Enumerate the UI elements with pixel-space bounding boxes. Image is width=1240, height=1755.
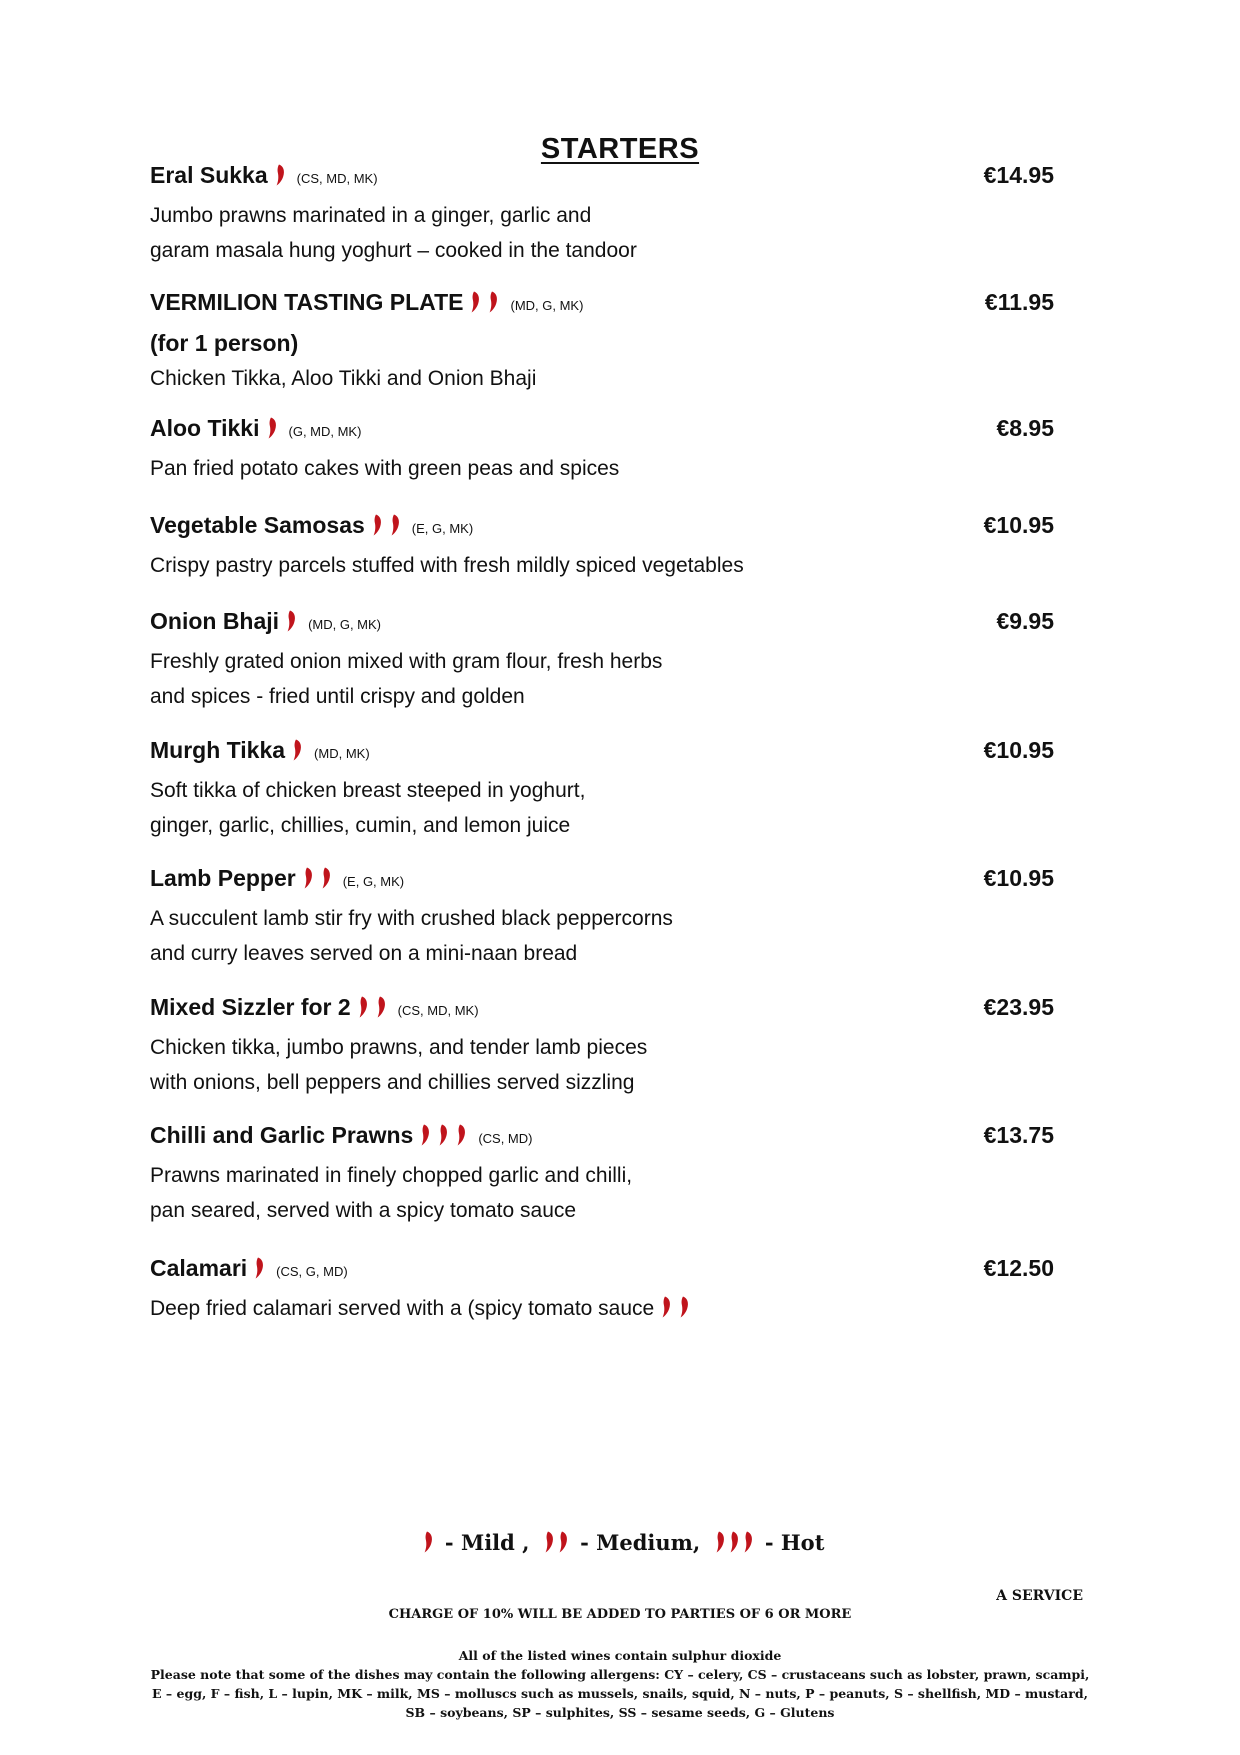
menu-item <box>150 512 1080 583</box>
description-text: with onions, bell peppers and chillies served sizzling <box>150 1071 635 1094</box>
description-text: Freshly grated onion mixed with gram flour, fresh herbs <box>150 650 663 673</box>
dish-price: €14.95 <box>983 162 1054 188</box>
chili-pepper-icon <box>439 1124 448 1146</box>
dish-price: €13.75 <box>983 1122 1054 1148</box>
allergen-codes: (CS, MD, MK) <box>296 171 378 186</box>
dish-description <box>150 1158 1080 1228</box>
chili-pepper-icon <box>744 1531 753 1553</box>
description-text: and curry leaves served on a mini-naan bread <box>150 942 578 965</box>
allergen-codes: (E, G, MK) <box>342 874 405 889</box>
legend-hot-chilis <box>716 1530 758 1555</box>
dish-subtitle: (for 1 person) <box>150 330 299 356</box>
description-line <box>150 936 1080 971</box>
description-line <box>150 1158 1080 1193</box>
description-text: Chicken tikka, jumbo prawns, and tender lamb pieces <box>150 1036 648 1059</box>
dish-name: Chilli and Garlic Prawns <box>150 1122 414 1148</box>
description-text: A succulent lamb stir fry with crushed black peppercorns <box>150 907 673 930</box>
menu-item <box>150 994 1080 1100</box>
description-text: pan seared, served with a spicy tomato sauce <box>150 1199 577 1222</box>
description-line <box>150 679 1080 714</box>
menu-item <box>150 1122 1080 1228</box>
allergen-codes: (MD, G, MK) <box>510 298 584 313</box>
allergen-codes: (MD, MK) <box>314 746 370 761</box>
description-line <box>150 451 1080 486</box>
description-line <box>150 1291 1080 1326</box>
dish-name: Murgh Tikka <box>150 737 286 763</box>
spice-level <box>373 514 409 538</box>
menu-item-header <box>150 994 1080 1030</box>
dish-description <box>150 548 1080 583</box>
menu-item <box>150 865 1080 971</box>
dish-price: €9.95 <box>996 608 1054 634</box>
description-text: Jumbo prawns marinated in a ginger, garlic and <box>150 204 592 227</box>
dish-name: Aloo Tikki <box>150 415 260 441</box>
menu-item-header <box>150 737 1080 773</box>
dish-name: Onion Bhaji <box>150 608 280 634</box>
chili-pepper-icon <box>293 739 302 761</box>
dish-description <box>150 198 1080 268</box>
dish-price: €12.50 <box>983 1255 1054 1281</box>
service-note-top: A SERVICE <box>996 1588 1083 1604</box>
chili-pepper-icon <box>373 514 382 536</box>
chili-pepper-icon <box>276 164 285 186</box>
chili-pepper-icon <box>662 1296 671 1318</box>
chili-pepper-icon <box>322 867 331 889</box>
dish-name: Mixed Sizzler for 2 <box>150 994 351 1020</box>
sulphur-note: All of the listed wines contain sulphur dioxide <box>458 1648 782 1663</box>
dish-price: €8.95 <box>996 415 1054 441</box>
chili-pepper-icon <box>268 417 277 439</box>
spice-level <box>359 996 395 1020</box>
description-text: Pan fried potato cakes with green peas and spices <box>150 457 620 480</box>
description-line <box>150 644 1080 679</box>
dish-price: €10.95 <box>983 737 1054 763</box>
menu-item-header <box>150 1255 1080 1291</box>
chili-pepper-icon <box>489 291 498 313</box>
description-text: Crispy pastry parcels stuffed with fresh mildly spiced vegetables <box>150 554 744 577</box>
chili-pepper-icon <box>304 867 313 889</box>
chili-pepper-icon <box>377 996 386 1018</box>
menu-item <box>150 162 1080 268</box>
dish-name: Lamb Pepper <box>150 865 296 891</box>
description-line <box>150 773 1080 808</box>
allergen-codes: (MD, G, MK) <box>308 617 381 632</box>
dish-name: Calamari <box>150 1255 248 1281</box>
description-text: ginger, garlic, chillies, cumin, and lemon juice <box>150 814 571 837</box>
description-line <box>150 1193 1080 1228</box>
menu-item <box>150 737 1080 843</box>
description-line <box>150 901 1080 936</box>
spice-level <box>268 417 286 441</box>
chili-pepper-icon <box>424 1531 433 1553</box>
service-charge-note: CHARGE OF 10% WILL BE ADDED TO PARTIES OF 6 OR MORE <box>388 1607 852 1622</box>
chili-pepper-icon <box>545 1531 554 1553</box>
spice-level <box>276 164 294 188</box>
chili-pepper-icon <box>716 1531 725 1553</box>
legend-medium-label: - Medium, <box>580 1530 701 1555</box>
dish-description <box>150 1291 1080 1326</box>
chili-pepper-icon <box>255 1257 264 1279</box>
description-text: Soft tikka of chicken breast steeped in yoghurt, <box>150 779 586 802</box>
legend-mild-label: - Mild , <box>444 1530 530 1555</box>
allergen-codes: (G, MD, MK) <box>288 424 362 439</box>
dish-description <box>150 773 1080 843</box>
sauce-spice-level <box>662 1291 698 1326</box>
menu-item-header <box>150 512 1080 548</box>
allergen-codes: (CS, G, MD) <box>276 1264 348 1279</box>
spice-level <box>421 1124 475 1148</box>
chili-pepper-icon <box>559 1531 568 1553</box>
menu-item-header <box>150 289 1080 325</box>
legend-medium-chilis <box>545 1530 573 1555</box>
description-text: Prawns marinated in finely chopped garlic and chilli, <box>150 1164 633 1187</box>
legend-hot-label: - Hot <box>764 1530 825 1555</box>
menu-item <box>150 1255 1080 1326</box>
spice-level <box>287 610 305 634</box>
description-text: Chicken Tikka, Aloo Tikki and Onion Bhaji <box>150 367 537 390</box>
menu-item-header <box>150 608 1080 644</box>
description-text: garam masala hung yoghurt – cooked in the tandoor <box>150 239 637 262</box>
dish-price: €10.95 <box>983 512 1054 538</box>
menu-item <box>150 415 1080 486</box>
dish-description <box>150 644 1080 714</box>
menu-item-header <box>150 865 1080 901</box>
spice-level <box>471 291 507 315</box>
description-line <box>150 1030 1080 1065</box>
allergen-codes: (CS, MD) <box>478 1131 533 1146</box>
description-line <box>150 808 1080 843</box>
description-line <box>150 361 1080 396</box>
allergen-codes: (CS, MD, MK) <box>397 1003 479 1018</box>
menu-item-header <box>150 1122 1080 1158</box>
spice-level <box>255 1257 273 1281</box>
dish-name: Vegetable Samosas <box>150 512 365 538</box>
chili-pepper-icon <box>457 1124 466 1146</box>
dish-price: €11.95 <box>984 289 1054 315</box>
spice-level <box>304 867 340 891</box>
dish-description <box>150 1030 1080 1100</box>
description-text: and spices - fried until crispy and golden <box>150 685 525 708</box>
description-line <box>150 1065 1080 1100</box>
dish-name: VERMILION TASTING PLATE <box>150 289 464 315</box>
menu-item-header <box>150 415 1080 451</box>
dish-description <box>150 901 1080 971</box>
description-line <box>150 548 1080 583</box>
chili-pepper-icon <box>680 1296 689 1318</box>
chili-pepper-icon <box>471 291 480 313</box>
spice-level <box>293 739 311 763</box>
menu-item <box>150 608 1080 714</box>
dish-price: €23.95 <box>983 994 1054 1020</box>
chili-pepper-icon <box>421 1124 430 1146</box>
description-text: Deep fried calamari served with a (spicy tomato sauce <box>150 1297 655 1320</box>
dish-price: €10.95 <box>983 865 1054 891</box>
dish-description <box>150 361 1080 396</box>
description-line <box>150 233 1080 268</box>
dish-description <box>150 451 1080 486</box>
allergen-codes: (E, G, MK) <box>411 521 474 536</box>
allergen-list: Please note that some of the dishes may contain the following allergens: CY – celery, CS – crustaceans such as lobster, prawn, scampi, E – egg, F – fish, L – lupin, MK – milk, MS – molluscs such as mussels, snails, squid, N – nuts, P – peanuts, S – shellfish, MD – mustard, SB – soybeans, SP – sulphites, SS – sesame seeds, G – Glutens <box>150 1667 1090 1720</box>
chili-pepper-icon <box>391 514 400 536</box>
chili-pepper-icon <box>359 996 368 1018</box>
legend-mild-chilis <box>424 1530 438 1555</box>
dish-name: Eral Sukka <box>150 162 268 188</box>
chili-pepper-icon <box>730 1531 739 1553</box>
page-title: STARTERS <box>540 133 700 165</box>
chili-pepper-icon <box>287 610 296 632</box>
allergen-notes <box>150 1646 1090 1722</box>
menu-item <box>150 289 1080 396</box>
spice-legend <box>0 1530 1240 1555</box>
menu-item-header <box>150 162 1080 198</box>
description-line <box>150 198 1080 233</box>
